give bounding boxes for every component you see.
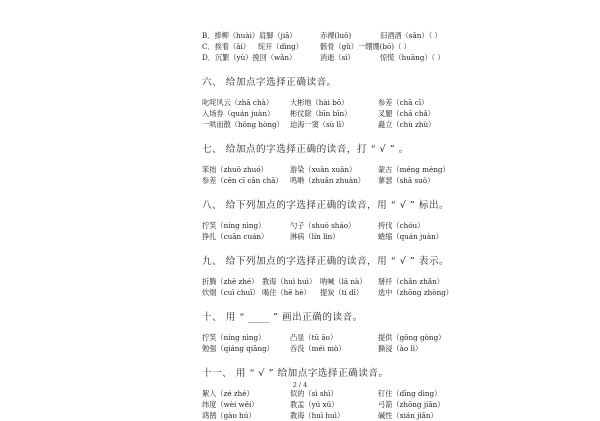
cell: 提供（gōng gòng）: [378, 333, 446, 342]
cell: 赤裸(luǒ): [320, 31, 352, 40]
cell: 叱咤风云（zhā chà）: [202, 98, 274, 107]
list-item: [202, 164, 582, 175]
cell: D．沉繁（yù）挽回（wǎn）: [202, 53, 297, 62]
cell: 教诲（huì huì）: [290, 411, 345, 420]
cell: 绽开（dìng）: [258, 42, 303, 51]
cell: 似的（sì shì）: [290, 389, 338, 398]
cell: 游染（xuàn xuān）: [290, 165, 357, 174]
cell: 挣扎（cuān cuán）: [202, 232, 269, 241]
cell: 呐喊（lā nà）: [320, 277, 367, 286]
section-6: [202, 76, 582, 130]
section-8: [202, 199, 582, 242]
section-9: [202, 255, 582, 298]
list-item: [202, 343, 582, 354]
list-item: [202, 41, 582, 52]
cell: 鸿鹄（gào hú）: [202, 411, 256, 420]
cell: 一哄而散（hōng hòng）: [202, 120, 284, 129]
cell: 骸骨（gǔ）一绷绷(bō)（ ）: [320, 42, 411, 51]
cell: 旧酒酒（sǎn）（ ）: [380, 31, 442, 40]
cell: 教诲（huì huì）: [262, 277, 317, 286]
cell: 喝住（hē hè）: [262, 288, 311, 297]
cell: 拧笑（níng nìng）: [202, 221, 266, 230]
cell: 挎伐（chóu）: [378, 221, 425, 230]
cell: 掰扦（chǎn zhǎn）: [378, 277, 444, 286]
cell: C．挨着（āi）: [202, 42, 251, 51]
cell: 彬仗除（bīn bīn）: [290, 109, 352, 118]
cell: 惊慌（huāng）（ ）: [380, 53, 445, 62]
list-item: [202, 52, 582, 63]
cell: 笨拙（zhuō zhuó）: [202, 165, 268, 174]
cell: 勺子（shuó sháo）: [290, 221, 356, 230]
cell: 蒙古（méng méng）: [378, 165, 450, 174]
cell: 钉住（dīng dìng）: [378, 389, 442, 398]
cell: 蜷缩（quán juàn）: [378, 232, 443, 241]
cell: 矗立（chù zhù）: [378, 120, 436, 129]
cell: 絮人（zé zhé）: [202, 389, 254, 398]
section-heading: 八、 给下列加点的字选择正确的读音，用 “ √ ” 标出。: [202, 200, 450, 211]
cell: 消逝（sì）: [320, 53, 355, 62]
list-item: [202, 287, 582, 298]
cell: 吞没（méi mò）: [290, 344, 346, 353]
cell: 教孟（yú xū）: [290, 400, 339, 409]
list-item: [202, 388, 582, 399]
cell: 叉腿（chā chǎ）: [378, 109, 435, 118]
section-11: [202, 367, 582, 421]
list-item: [202, 332, 582, 343]
section-heading: 七、 给加点的字选择正确的读音，打 “ √ ” 。: [202, 144, 409, 155]
section-10: [202, 311, 582, 354]
cell: 淋病（lín lìn）: [290, 232, 340, 241]
cell: 蓼瑟（shā suō）: [378, 176, 435, 185]
list-item: [202, 119, 582, 130]
list-item: [202, 399, 582, 410]
page-footer: [0, 381, 600, 389]
content-column: [202, 30, 582, 421]
cell: 迫海一窦（sù lì）: [290, 120, 349, 129]
section-7: [202, 143, 582, 186]
cell: 拧笑（níng nìng）: [202, 333, 266, 342]
section-heading: 九、 给下列加点的字选择正确的读音，用 “ √ ” 表示。: [202, 256, 450, 267]
cell: 纬度（wèi wěi）: [202, 400, 259, 409]
cell: 凸显（tū āo）: [290, 333, 338, 342]
list-item: [202, 410, 582, 421]
cell: 弓箭（zhōng jiān）: [378, 400, 445, 409]
cell: 参差（cēn cī cān chā）: [202, 176, 283, 185]
cell: 参差（chā cī）: [378, 98, 429, 107]
cell: 撕浸（ào lì）: [378, 344, 423, 353]
cell: 鸣啭（zhuǎn zhuàn）: [290, 176, 365, 185]
list-item: [202, 220, 582, 231]
cell: 选中（zhōng zhòng）: [378, 288, 453, 297]
cell: 勉强（qiáng qiǎng）: [202, 344, 274, 353]
cell: 碱性（xián jiǎn）: [378, 411, 438, 420]
list-item: [202, 276, 582, 287]
cell: 大彬地（hài bō）: [290, 98, 349, 107]
top-block: [202, 30, 582, 63]
cell: B．捧柳（huài）肩脚（jiā）: [202, 31, 297, 40]
cell: 炊烟（cuī chuī）: [202, 288, 260, 297]
cell: 提炭（tí dī）: [320, 288, 364, 297]
section-heading: 十、 用 “ ____ ” 画出正确的读音。: [202, 312, 363, 323]
section-heading: 六、 给加点字选择正确读音。: [202, 77, 337, 88]
cell: 折腾（zhē zhé）: [202, 277, 259, 286]
cell: 入场券（quán juàn）: [202, 109, 275, 118]
list-item: [202, 30, 582, 41]
list-item: [202, 108, 582, 119]
section-heading: 十一、 用 “ √ ” 给加点字选择正确读音。: [202, 368, 389, 379]
list-item: [202, 231, 582, 242]
list-item: [202, 97, 582, 108]
page-number: 2 / 4: [292, 381, 308, 389]
list-item: [202, 175, 582, 186]
